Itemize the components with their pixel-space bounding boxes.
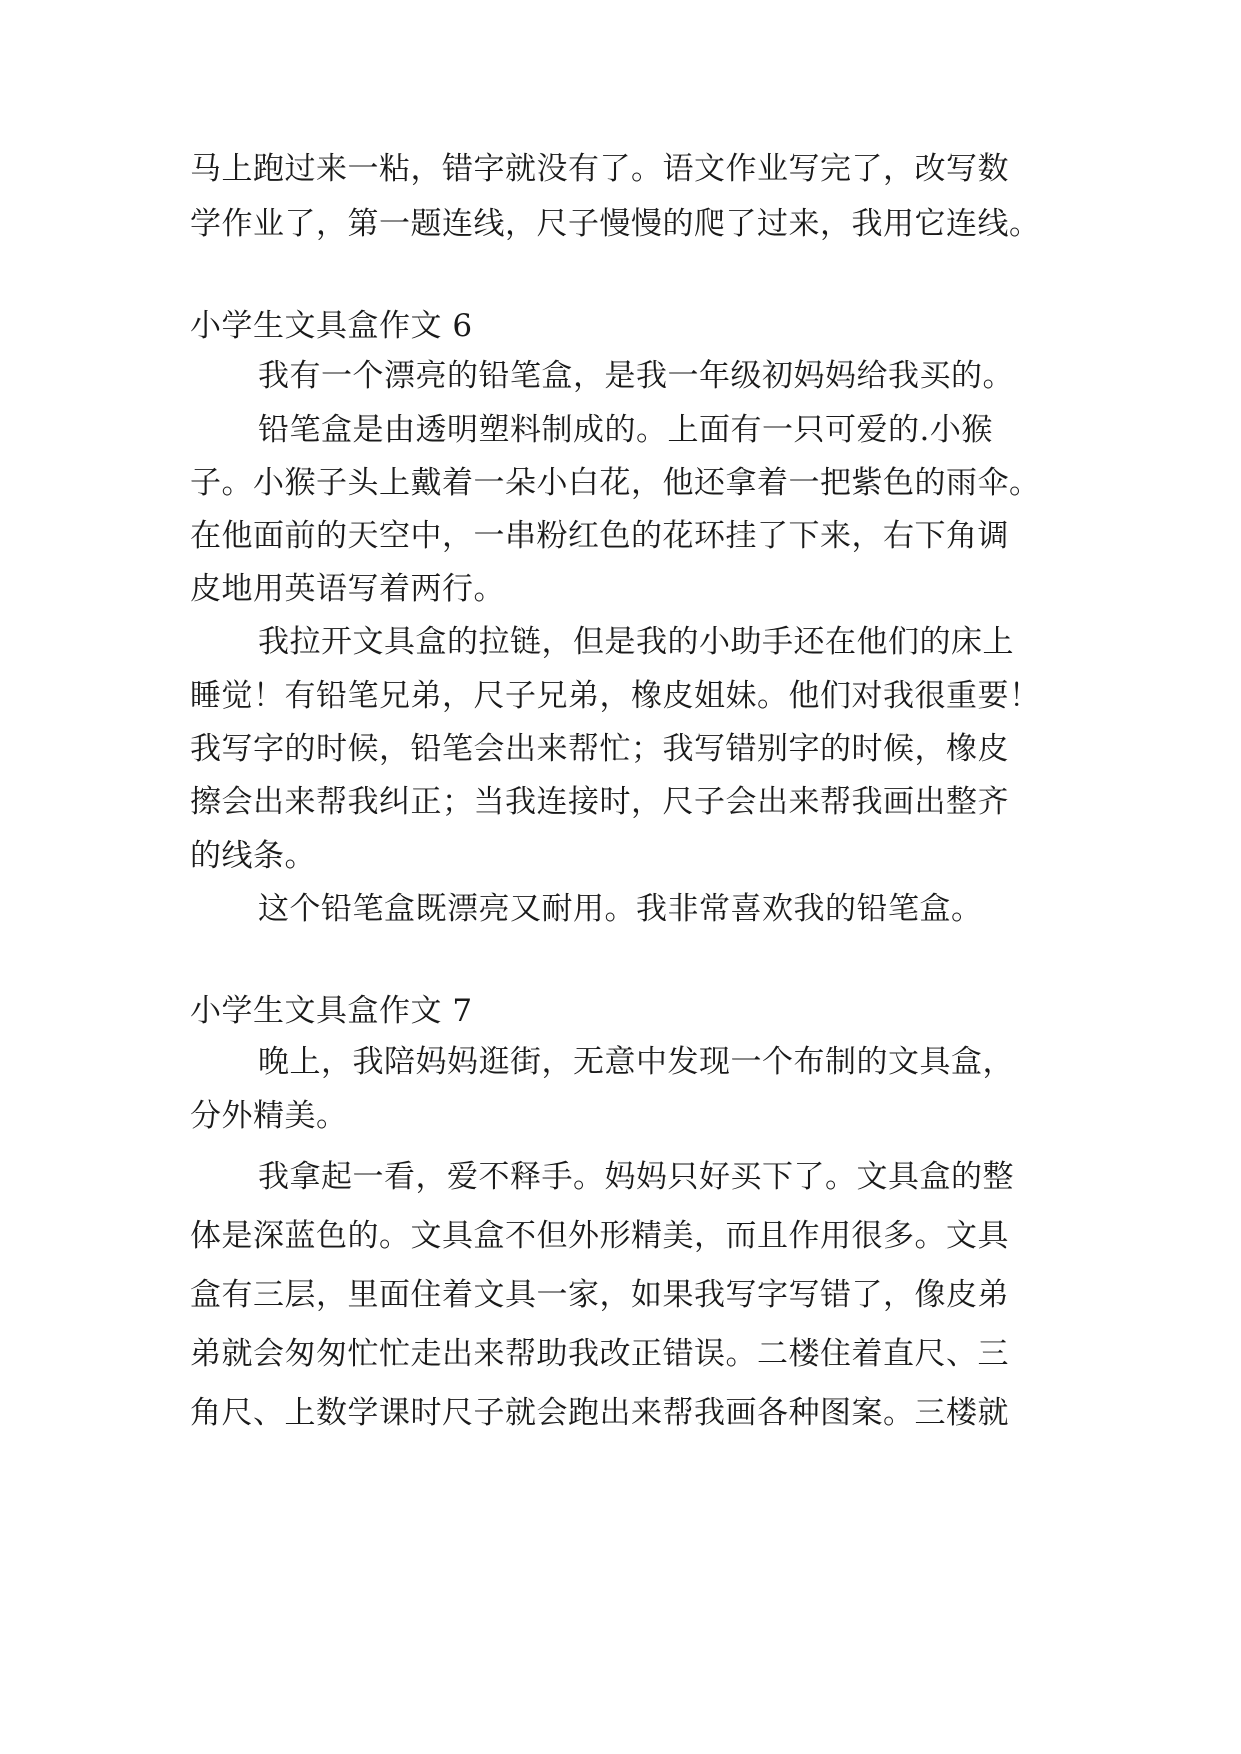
paragraph-line: 盒有三层，里面住着文具一家，如果我写字写错了，像皮弟: [190, 1277, 1009, 1313]
paragraph-line: 体是深蓝色的。文具盒不但外形精美，而且作用很多。文具: [190, 1218, 1009, 1254]
paragraph-line: 弟就会匆匆忙忙走出来帮助我改正错误。二楼住着直尺、三: [190, 1336, 1009, 1372]
paragraph-line: 皮地用英语写着两行。: [190, 571, 505, 607]
paragraph-line: 睡觉！有铅笔兄弟，尺子兄弟，橡皮姐妹。他们对我很重要！: [190, 678, 1041, 714]
section-title: 小学生文具盒作文 7: [190, 993, 473, 1029]
paragraph-line: 我拿起一看，爱不释手。妈妈只好买下了。文具盒的整: [258, 1159, 1014, 1195]
paragraph-line: 晚上，我陪妈妈逛街，无意中发现一个布制的文具盒，: [258, 1044, 1014, 1080]
paragraph-line: 分外精美。: [190, 1098, 348, 1134]
paragraph-line: 这个铅笔盒既漂亮又耐用。我非常喜欢我的铅笔盒。: [258, 891, 983, 927]
paragraph-line: 角尺、上数学课时尺子就会跑出来帮我画各种图案。三楼就: [190, 1395, 1009, 1431]
section-title: 小学生文具盒作文 6: [190, 308, 473, 344]
paragraph-line: 学作业了，第一题连线，尺子慢慢的爬了过来，我用它连线。: [190, 206, 1041, 242]
paragraph-line: 铅笔盒是由透明塑料制成的。上面有一只可爱的.小猴: [258, 412, 993, 448]
paragraph-line: 我拉开文具盒的拉链，但是我的小助手还在他们的床上: [258, 624, 1014, 660]
paragraph-line: 在他面前的天空中，一串粉红色的花环挂了下来，右下角调: [190, 518, 1009, 554]
paragraph-line: 我有一个漂亮的铅笔盒，是我一年级初妈妈给我买的。: [258, 358, 1014, 394]
paragraph-line: 的线条。: [190, 838, 316, 874]
paragraph-line: 我写字的时候，铅笔会出来帮忙；我写错别字的时候，橡皮: [190, 731, 1009, 767]
paragraph-line: 擦会出来帮我纠正；当我连接时，尺子会出来帮我画出整齐: [190, 784, 1009, 820]
paragraph-line: 马上跑过来一粘，错字就没有了。语文作业写完了，改写数: [190, 151, 1009, 187]
paragraph-line: 子。小猴子头上戴着一朵小白花，他还拿着一把紫色的雨伞。: [190, 465, 1041, 501]
